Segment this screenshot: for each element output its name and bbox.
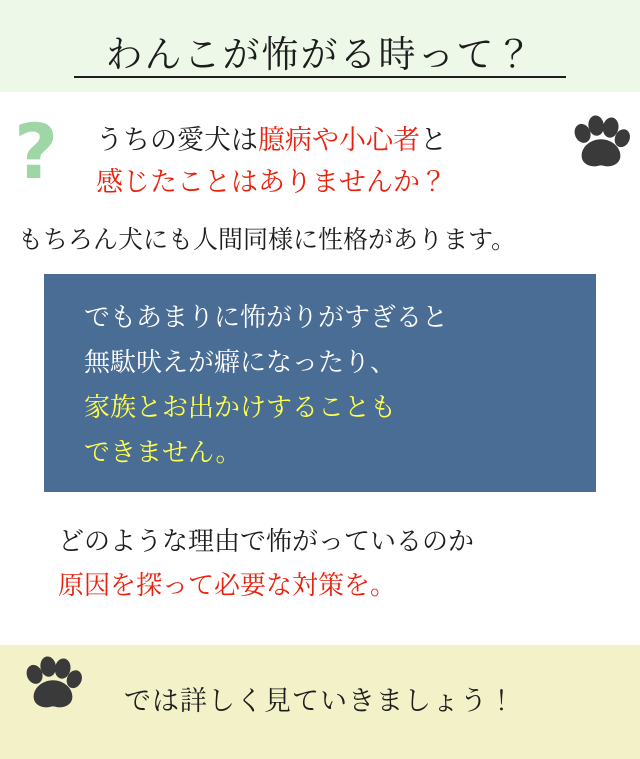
callout-box <box>44 274 596 492</box>
reason-line-1: どのような理由で怖がっているのか <box>58 527 475 557</box>
reason-line-2: 原因を探って必要な対策を。 <box>58 571 397 601</box>
lead-text-highlight: 臆病や小心者 <box>258 125 420 156</box>
footer-text: では詳しく見ていきましょう！ <box>124 686 516 717</box>
reason-paragraph <box>58 520 474 608</box>
main-content <box>0 92 640 645</box>
callout-line: できません。 <box>84 438 242 468</box>
lead-text-2: と <box>420 125 447 156</box>
lead-text-1: うちの愛犬は <box>96 125 258 156</box>
title-underline <box>74 76 566 78</box>
lead-text-3: 感じたことはありませんか？ <box>96 167 447 198</box>
question-mark-icon: ? <box>14 107 59 196</box>
paw-print-icon <box>570 114 632 176</box>
callout-line: でもあまりに怖がりがすぎると <box>84 303 449 333</box>
callout-line: 無駄吠えが癖になったり、 <box>84 348 397 378</box>
callout-line: 家族とお出かけすることも <box>84 393 397 423</box>
lead-paragraph <box>96 120 566 204</box>
page-title: わんこが怖がる時って？ <box>105 33 535 76</box>
sub-line: もちろん犬にも人間同様に性格があります。 <box>18 225 517 254</box>
footer-band <box>0 645 640 759</box>
header-band <box>0 0 640 92</box>
